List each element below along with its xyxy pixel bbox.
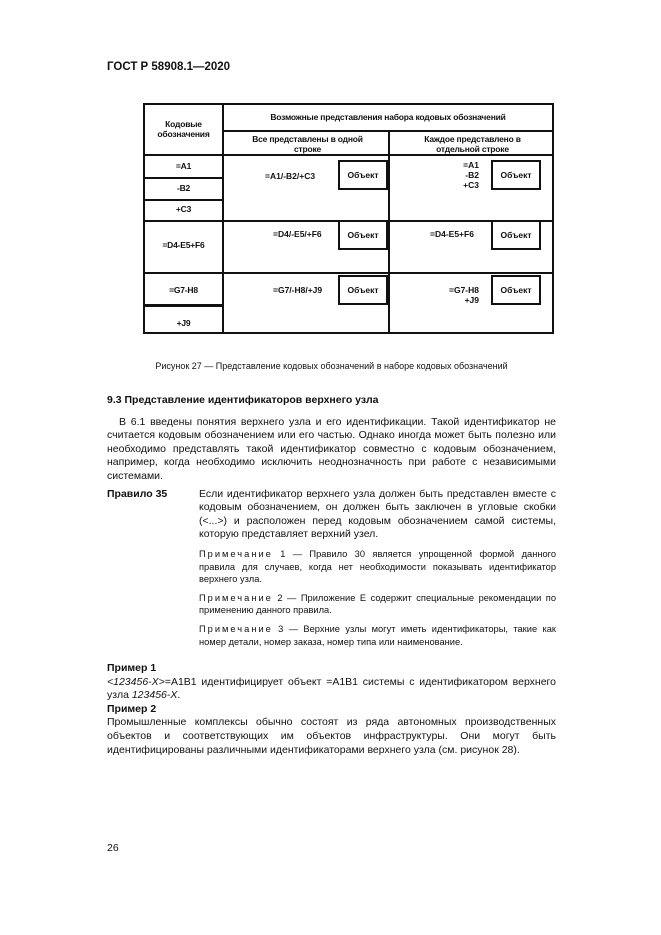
node-id: <123456-X> <box>107 675 165 688</box>
code-cell: -B2 <box>176 183 191 193</box>
single-line-code: =D4/-E5/+F6 <box>273 229 322 239</box>
text: . <box>177 689 181 702</box>
object-box: Объект <box>491 275 541 305</box>
divider <box>388 132 390 332</box>
code-line: +C3 <box>463 180 479 190</box>
single-line-code: =A1/-B2/+C3 <box>265 171 316 181</box>
note-text: 3 — Верхние узлы могут иметь идентификаторы, такие как номер детали, номер заказа, номер типа или наименование. <box>199 623 556 647</box>
divider <box>222 130 552 132</box>
section-title: 9.3 Представление идентификаторов верхнего узла <box>107 394 379 406</box>
text: =A1B1 идентифицирует объект =A1B1 системы с идентификатором верхнего узла <box>107 675 556 702</box>
example-1-text <box>107 676 556 703</box>
object-box: Объект <box>338 275 388 305</box>
rule-text: Если идентификатор верхнего узла должен быть представлен вместе с кодовым обозначением, он должен быть заключен в угловые скобки (<...>) и расположен перед кодовым обозначением самой системы, которую представляет верхний узел. <box>199 487 556 541</box>
separate-codes <box>441 285 479 305</box>
col-header-single: Все представлены в одной строке <box>252 134 363 154</box>
note-label: Примечание <box>199 548 273 559</box>
object-box: Объект <box>491 220 541 250</box>
node-id: 123456-X <box>131 689 178 702</box>
divider <box>145 154 552 156</box>
code-cell: +C3 <box>175 204 192 214</box>
rule-label: Правило 35 <box>107 487 168 500</box>
rule-35 <box>107 488 556 649</box>
example-2-title: Пример 2 <box>107 702 157 715</box>
object-box: Объект <box>491 160 541 190</box>
divider <box>145 272 552 274</box>
code-line: +J9 <box>464 295 479 305</box>
note-text: 2 — Приложение Е содержит специальные рекомендации по применению данного правила. <box>199 592 556 616</box>
body-text <box>107 394 556 757</box>
divider <box>145 199 222 201</box>
code-cell: =G7-H8 <box>169 285 198 295</box>
example-2-text: Промышленные комплексы обычно состоят из ряда автономных производственных объектов и соответствующих им объектов инфраструктуры. Они могут быть идентифицированы различными идентификаторами верхнего узла (см. рисунок 28). <box>107 716 556 756</box>
divider <box>222 105 224 332</box>
figure-27-table <box>143 103 554 334</box>
figure-caption: Рисунок 27 — Представление кодовых обозначений в наборе кодовых обозначений <box>155 361 508 371</box>
note-label: Примечание <box>199 592 273 603</box>
single-line-code: =G7/-H8/+J9 <box>273 285 323 295</box>
note-label: Примечание <box>199 623 273 634</box>
note-text: 1 — Правило 30 является упрощенной формой данного правила для случаев, когда нет необходимости показывать идентификатор верхнего узла. <box>199 548 556 585</box>
divider <box>145 177 222 179</box>
code-cell: =D4-E5+F6 <box>162 240 205 250</box>
object-box: Объект <box>338 220 388 250</box>
paragraph: В 6.1 введены понятия верхнего узла и его идентификации. Такой идентификатор не считается кодовым обозначением или его частью. Однако иногда может быть полезно или необходимо представлять такой идентификатор совместно с кодовым обозначением, например, когда необходимо исключить неоднозначность при работе с независимыми системами. <box>107 415 556 482</box>
separate-codes <box>444 160 479 190</box>
code-line: -B2 <box>465 170 479 180</box>
object-box: Объект <box>338 160 388 190</box>
divider <box>145 304 222 307</box>
group-header: Возможные представления набора кодовых обозначений <box>270 112 506 122</box>
col-header-codes: Кодовые обозначения <box>157 119 210 139</box>
separate-codes: =D4-E5+F6 <box>430 229 474 239</box>
code-cell: +J9 <box>176 318 191 328</box>
page-number: 26 <box>107 842 119 854</box>
note-3 <box>199 623 556 648</box>
code-line: =A1 <box>463 160 479 170</box>
note-2 <box>199 592 556 617</box>
rule-body <box>199 488 556 649</box>
col-header-separate: Каждое представлено в отдельной строке <box>424 134 521 154</box>
note-1 <box>199 548 556 586</box>
document-header: ГОСТ Р 58908.1—2020 <box>107 61 231 73</box>
example-1-title: Пример 1 <box>107 662 157 675</box>
code-line: =G7-H8 <box>449 285 479 295</box>
code-cell: =A1 <box>175 161 192 171</box>
